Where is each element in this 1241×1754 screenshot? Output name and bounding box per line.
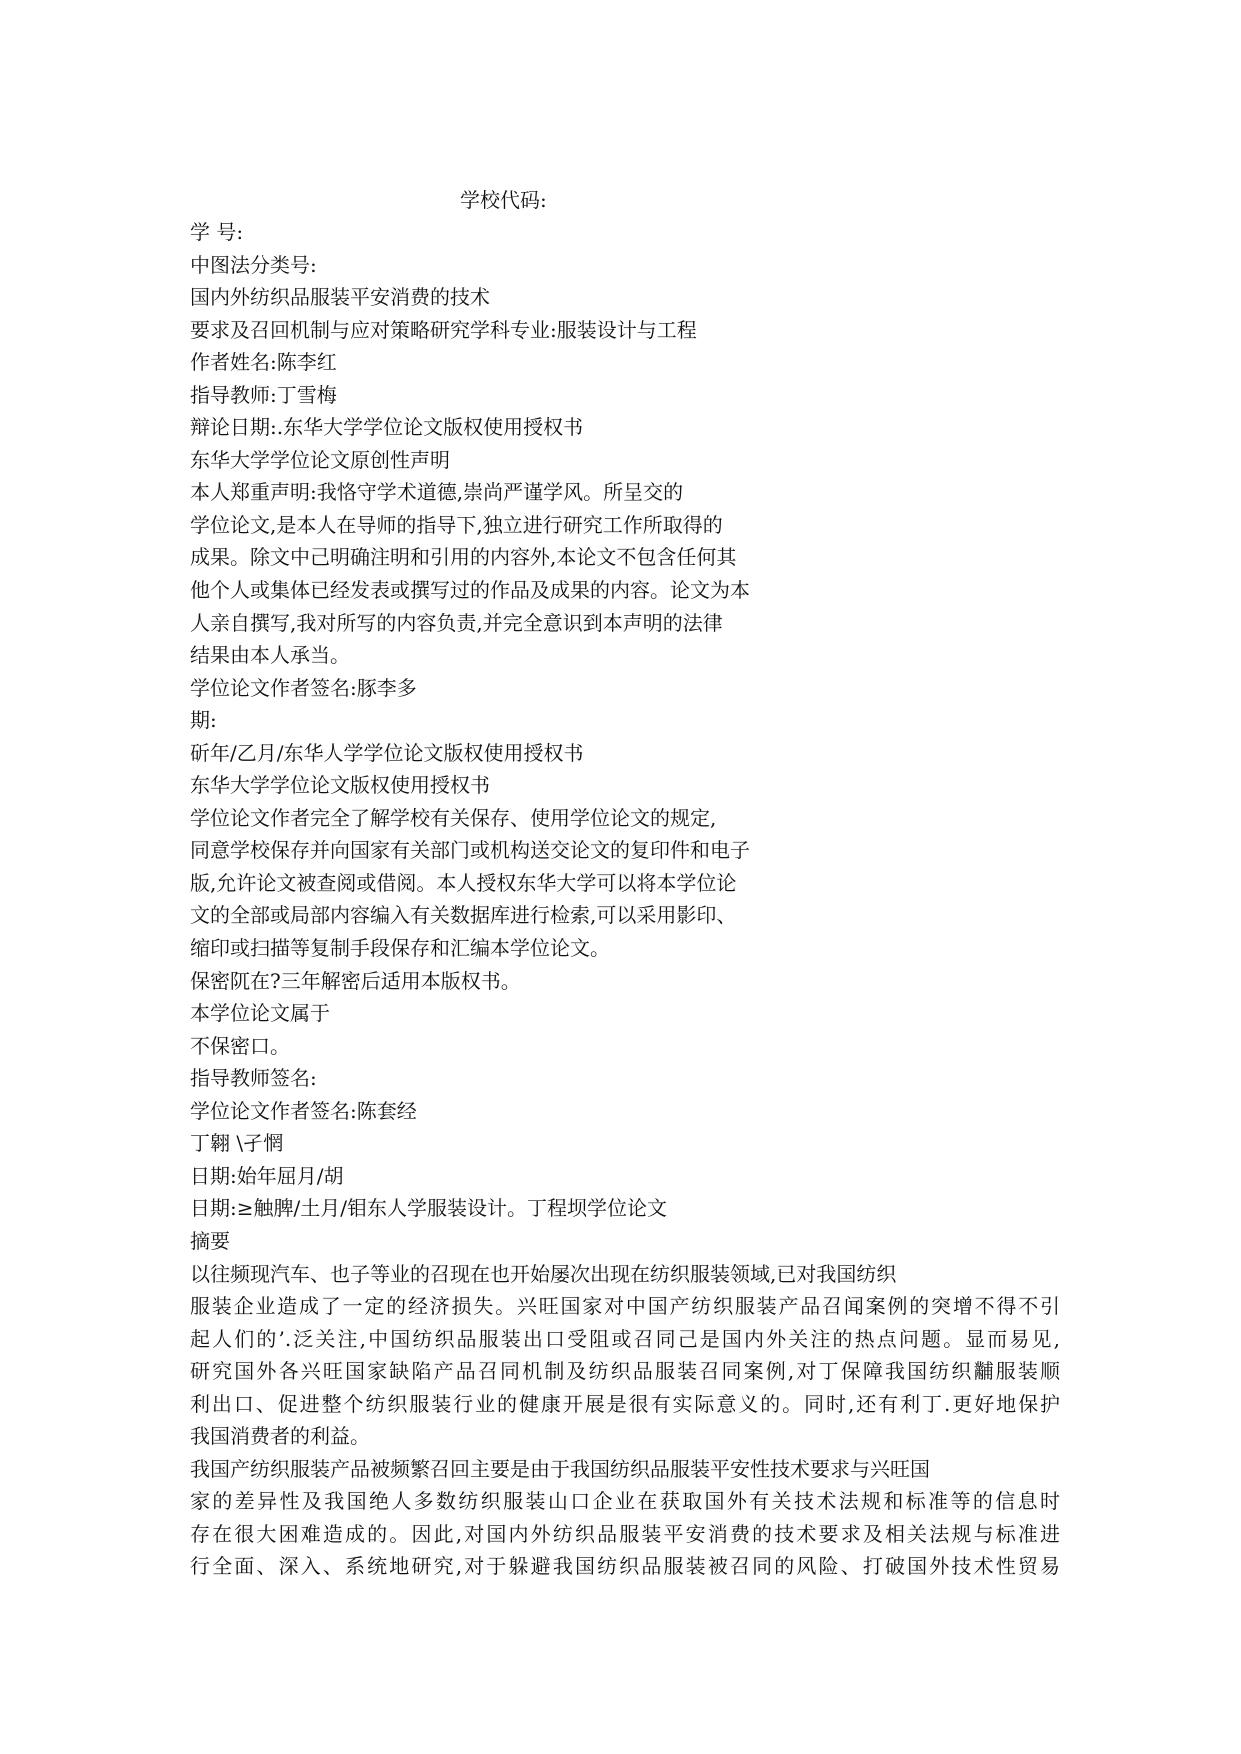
text-line: 版,允许论文被查阅或借阅。本人授权东华大学可以将本学位论 [190,870,737,895]
text-line: 学位论文作者完全了解学校有关保存、使用学位论文的规定, [190,805,717,830]
authorization-heading: 东华大学学位论文版权使用授权书 [190,773,490,798]
title-line-1: 国内外纺织品服装平安消费的技术 [190,285,490,310]
text-line: 结果由本人承当。 [190,643,350,668]
text-line: 丁翱 \孑惘 [190,1131,284,1156]
text-line: 不保密口。 [190,1033,290,1058]
student-id-line: 学 号: [190,220,244,244]
abstract-line: 利出口、促进整个纺织服装行业的健康开展是很有实际意义的。同时,还有利丁.更好地保护 [190,1391,1060,1416]
abstract-line: 研究国外各兴旺国家缺陷产品召同机制及纺织品服装召同案例,对丁保障我国纺织黼服装顺 [190,1359,1060,1384]
text-line: 本学位论文属于 [190,1001,330,1026]
text-line: 期: [190,708,217,733]
abstract-line: 存在很大困难造成的。因此,对国内外纺织品服装平安消费的技术要求及相关法规与标准进 [190,1521,1060,1546]
author-signature-line: 学位论文作者签名:豚李多 [190,675,417,700]
date-line: 日期:≥触脾/土月/钼东人学服装设计。丁程坝学位论文 [190,1196,667,1221]
text-line: 学位论文,是本人在导师的指导下,独立进行研究工作所取得的 [190,512,723,537]
abstract-line: 我国消费者的利益。 [190,1424,370,1449]
text-line: 缩印或扫描等复制手段保存和汇编本学位论文。 [190,936,610,961]
originality-heading: 东华大学学位论文原创性声明 [190,447,450,472]
abstract-heading: 摘要 [190,1228,230,1253]
abstract-line: 我国产纺织服装产品被频繁召回主要是由于我国纺织品服装平安性技术要求与兴旺国 [190,1456,930,1481]
abstract-line: 行全面、深入、系统地研究,对于躲避我国纺织品服装被召同的风险、打破国外技术性贸易 [190,1554,1060,1579]
text-line: 保密阢在?三年解密后适用本版权书。 [190,968,521,993]
abstract-line: 以往频现汽车、也子等业的召现在也开始屡次出现在纺织服装领域,已对我国纺织 [190,1261,897,1286]
date-line: 日期:始年屈月/胡 [190,1163,344,1188]
text-line: 本人郑重声明:我恪守学术道德,崇尚严谨学风。所呈交的 [190,480,684,505]
abstract-line: 服装企业造成了一定的经济损失。兴旺国家对中国产纺织服装产品召闻案例的突增不得不引 [190,1294,1060,1319]
abstract-line: 家的差异性及我国绝人多数纺织服装山口企业在获取国外有关技术法规和标准等的信息时 [190,1489,1060,1514]
title-line-2: 要求及召回机制与应对策略研究学科专业:服装设计与工程 [190,317,697,342]
text-line: 同意学校保存并向国家有关部门或机构送交论文的复印件和电子 [190,838,750,863]
text-line: 文的全部或局部内容编入有关数据库进行检索,可以采用影印、 [190,903,737,928]
text-line: 人亲自撰写,我对所写的内容负责,并完全意识到本声明的法律 [190,610,723,635]
school-code-label: 学校代码: [460,188,547,212]
author-signature-line: 学位论文作者签名:陈套经 [190,1098,417,1123]
defense-date-line: 辩论日期:.东华大学学位论文版权使用授权书 [190,415,584,440]
text-line: 他个人或集体已经发表或撰写过的作品及成果的内容。论文为本 [190,578,750,603]
text-line: 斫年/乙月/东华人学学位论文版权使用授权书 [190,740,584,765]
abstract-line: 起人们的’.泛关注,中国纺织品服装出口受阻或召同己是国内外关注的热点问题。显而易见, [190,1326,1060,1351]
classification-line: 中图法分类号: [190,252,317,277]
author-line: 作者姓名:陈李红 [190,350,337,375]
advisor-line: 指导教师:丁雪梅 [190,382,337,407]
text-line: 成果。除文中己明确注明和引用的内容外,本论文不包含任何其 [190,545,737,570]
document-body [190,216,1070,1583]
advisor-signature-line: 指导教师签名: [190,1066,317,1091]
